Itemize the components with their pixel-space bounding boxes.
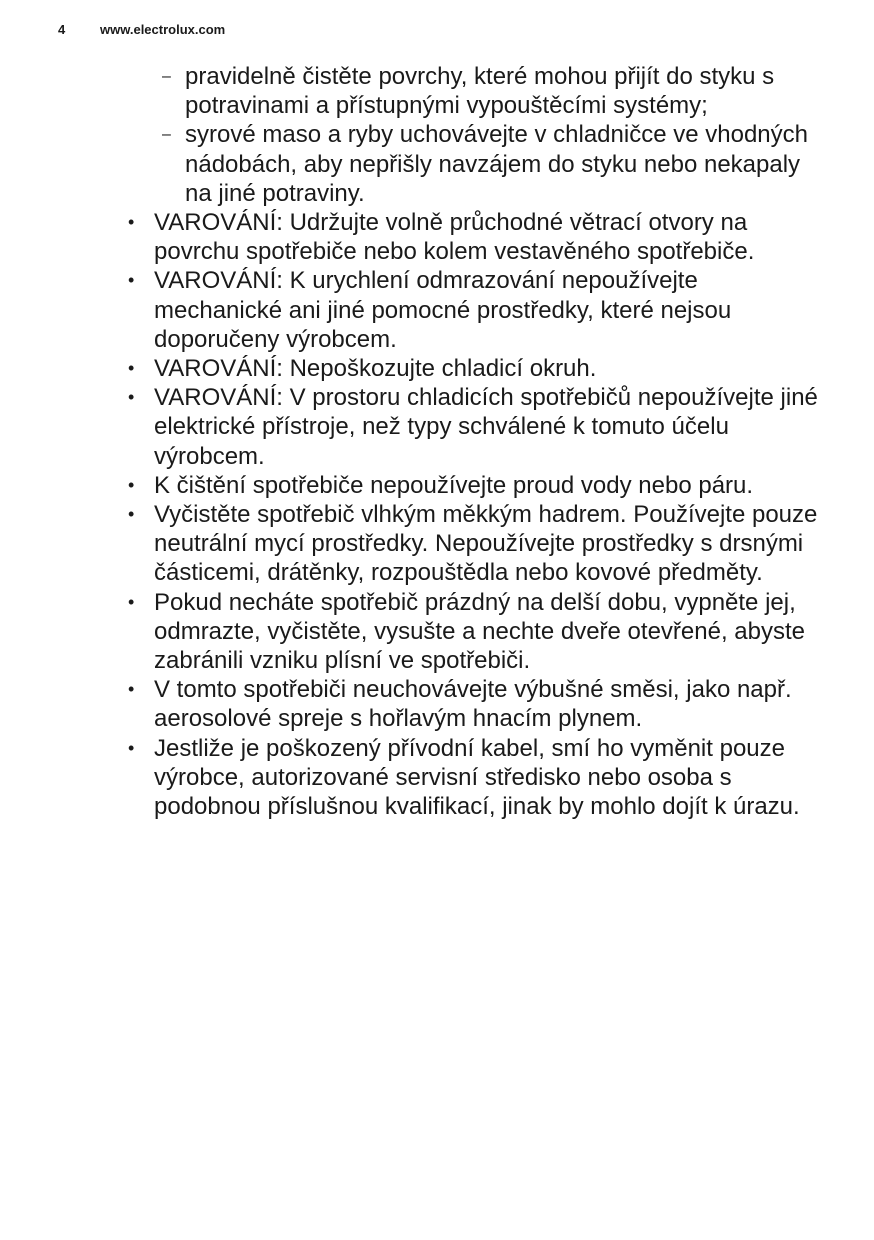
safety-instructions [126,62,826,821]
bullet-list-item [126,354,826,383]
bullet-marker: • [128,387,135,408]
dash-marker: – [162,126,171,144]
bullet-list-item [126,734,826,822]
bullet-list-item [126,588,826,676]
website-url: www.electrolux.com [100,22,226,37]
bullet-marker: • [128,212,135,233]
bullet-marker: • [128,504,135,525]
bullet-list-item [126,383,826,471]
bullet-list-item [126,208,826,266]
bullet-list-item [126,500,826,588]
sub-list-item-text: pravidelně čistěte povrchy, které mohou přijít do styku s potravinami a přístupnými vypouštěcími systémy; [185,63,775,120]
bullet-marker: • [128,358,135,379]
bullet-list-item-text: Vyčistěte spotřebič vlhkým měkkým hadrem. Používejte pouze neutrální mycí prostředky. Nepoužívejte prostředky s drsnými částicemi, drátěnky, rozpouštědla nebo kovové předměty. [154,501,818,587]
bullet-list-item-text: K čištění spotřebiče nepoužívejte proud vody nebo páru. [154,471,754,499]
bullet-marker: • [128,737,135,758]
sub-list [126,62,826,208]
bullet-list-item-text: VAROVÁNÍ: V prostoru chladicích spotřebičů nepoužívejte jiné elektrické přístroje, než typy schválené k tomuto účelu výrobcem. [154,384,818,470]
bullet-list-item-text: Pokud necháte spotřebič prázdný na delší dobu, vypněte jej, odmrazte, vyčistěte, vysušte a nechte dveře otevřené, abyste zabránili vzniku plísní ve spotřebiči. [154,588,805,675]
bullet-list-item [126,266,826,354]
bullet-list-item-text: VAROVÁNÍ: Udržujte volně průchodné větrací otvory na povrchu spotřebiče nebo kolem vestavěného spotřebiče. [154,209,755,266]
bullet-marker: • [128,270,135,291]
bullet-marker: • [128,679,135,700]
bullet-list-item [126,471,826,500]
sub-list-item [126,62,826,120]
bullet-list-item-text: VAROVÁNÍ: K urychlení odmrazování nepoužívejte mechanické ani jiné pomocné prostředky, které nejsou doporučeny výrobcem. [154,267,732,353]
bullet-list-item-text: V tomto spotřebiči neuchovávejte výbušné směsi, jako např. aerosolové spreje s hořlavým hnacím plynem. [154,676,792,733]
page-number: 4 [58,22,66,37]
bullet-list-item-text: VAROVÁNÍ: Nepoškozujte chladicí okruh. [154,355,597,383]
bullet-list-item-text: Jestliže je poškozený přívodní kabel, smí ho vyměnit pouze výrobce, autorizované servisní středisko nebo osoba s podobnou příslušnou kvalifikací, jinak by mohlo dojít k úrazu. [154,734,800,821]
sub-list-item-text: syrové maso a ryby uchovávejte v chladničce ve vhodných nádobách, aby nepřišly navzájem do styku nebo nekapaly na jiné potraviny. [185,121,808,207]
dash-marker: – [162,68,171,85]
bullet-marker: • [128,474,135,495]
bullet-list [126,208,826,821]
page-header [58,22,225,37]
bullet-list-item [126,675,826,733]
sub-list-item [126,120,826,208]
bullet-marker: • [128,591,135,612]
